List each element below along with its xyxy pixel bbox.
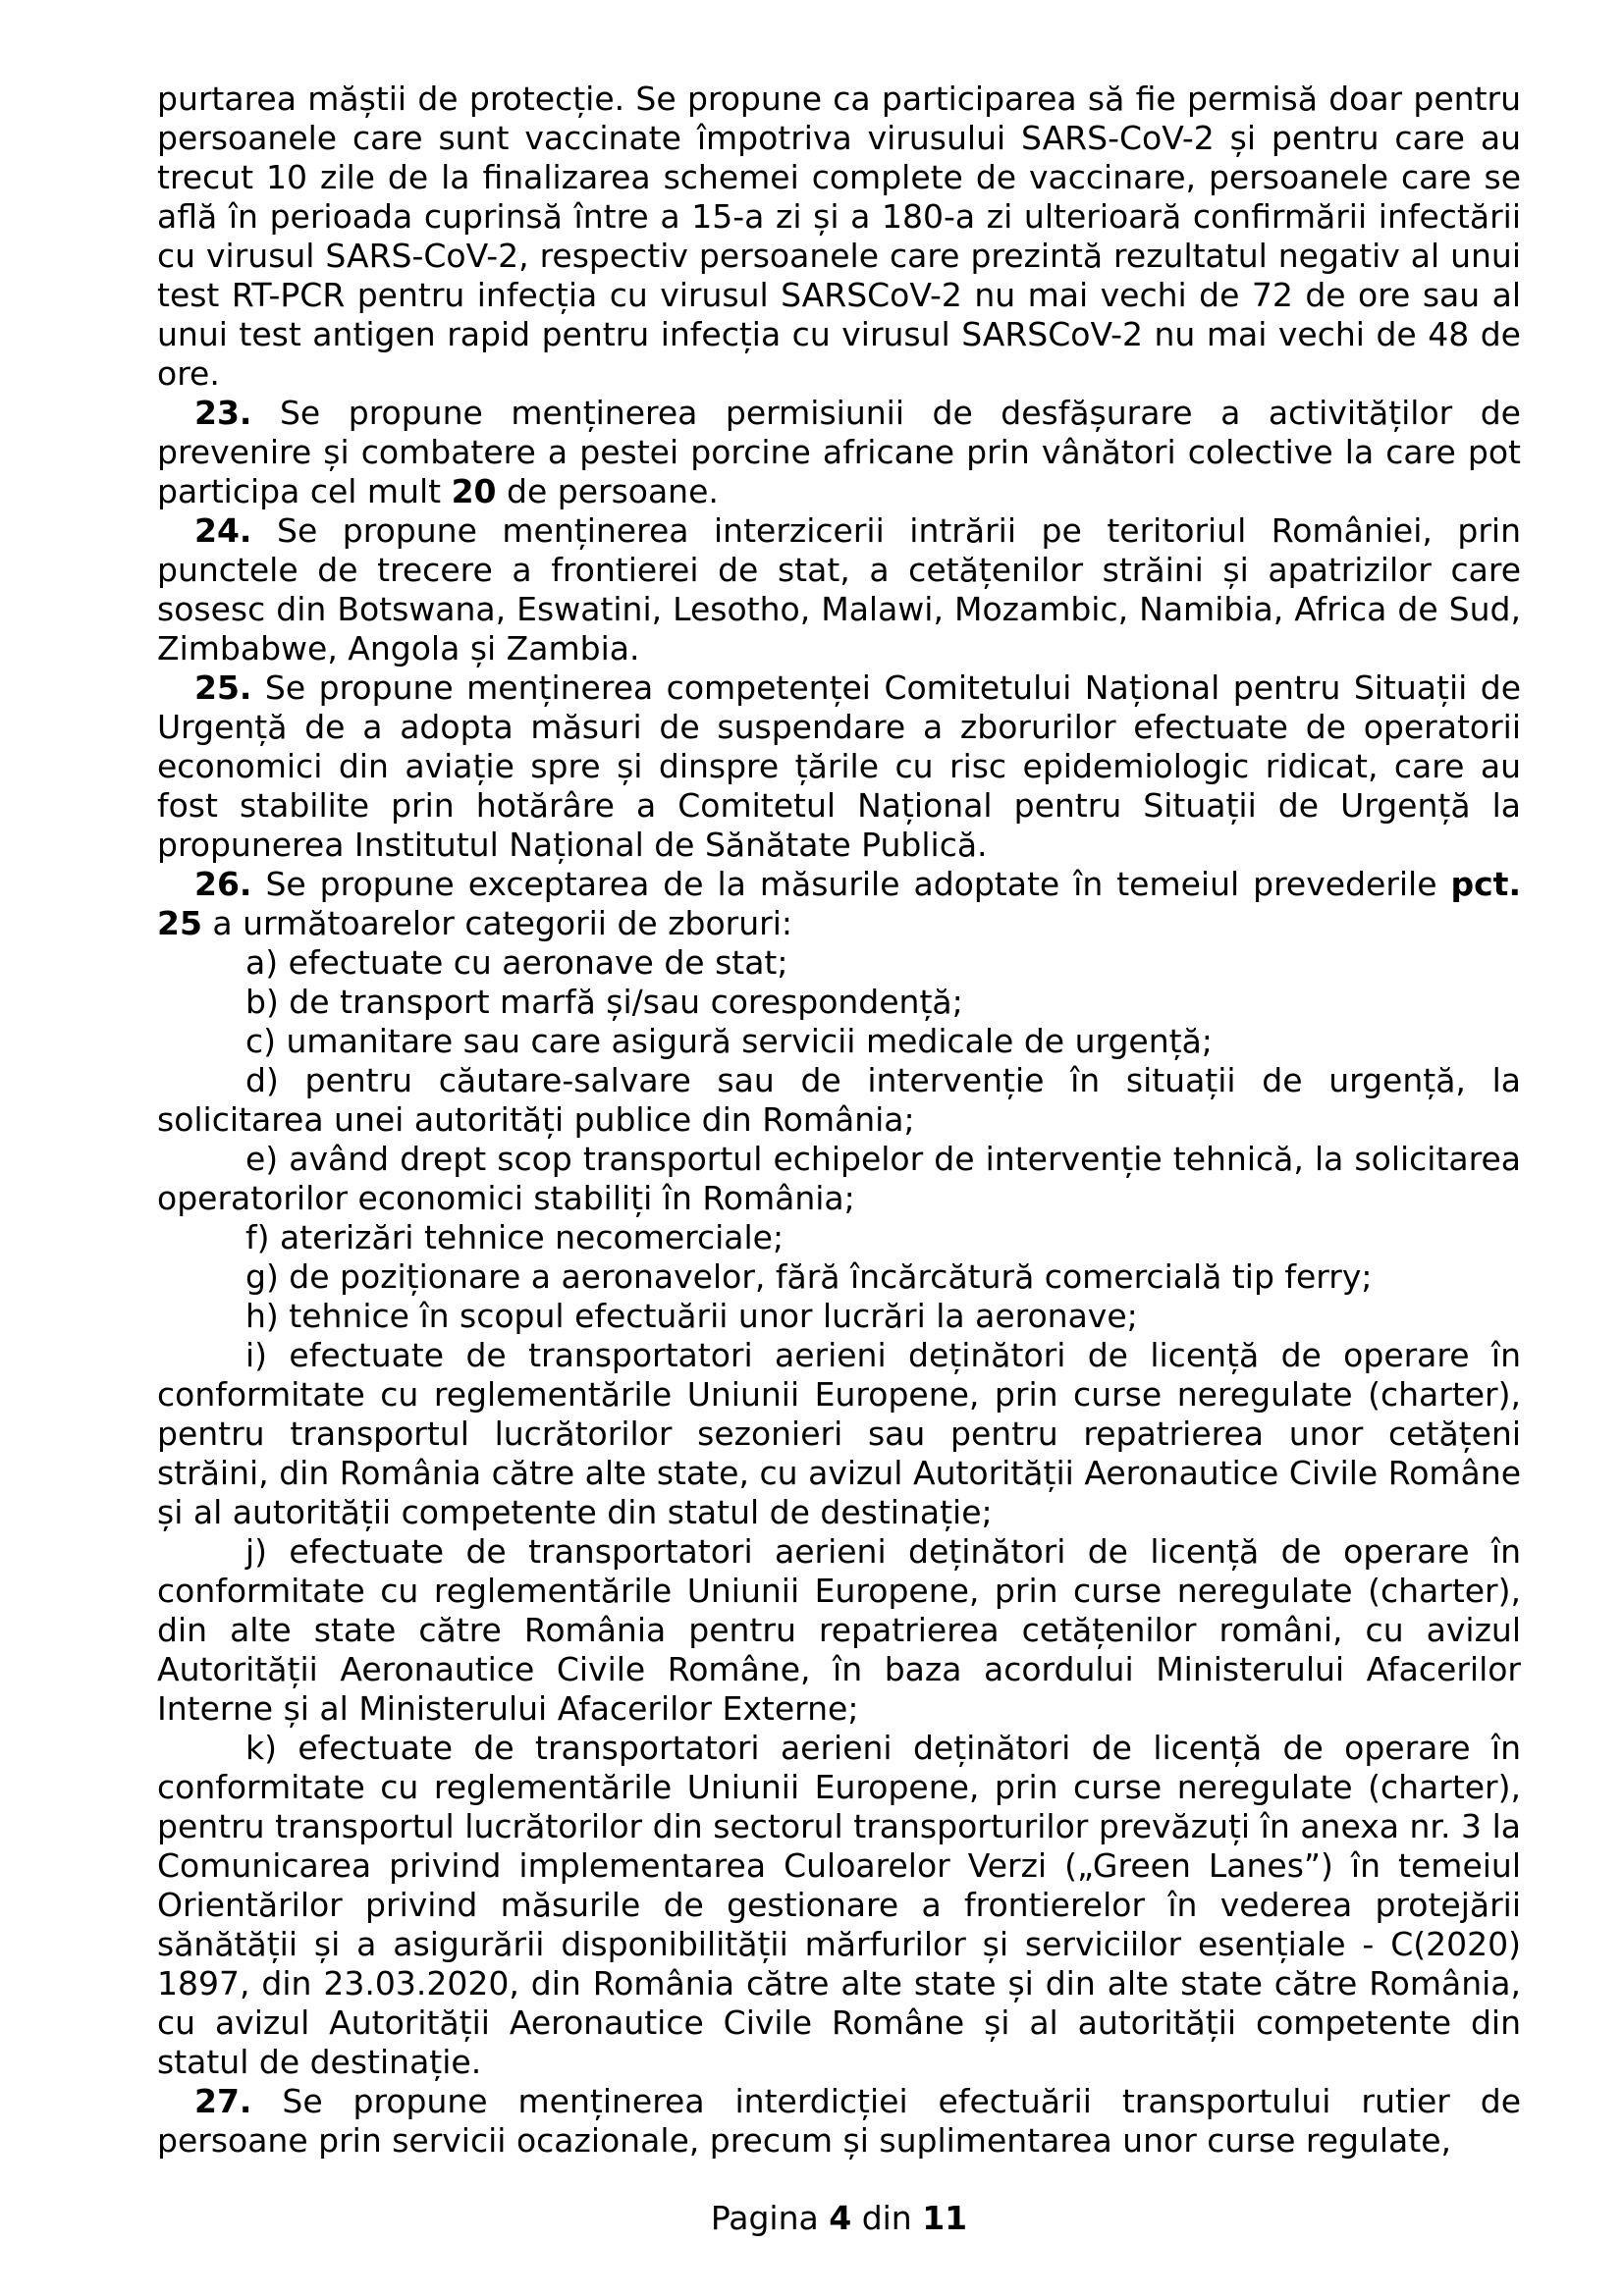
paragraph xyxy=(157,865,1521,943)
footer-text xyxy=(711,2199,967,2237)
paragraph xyxy=(157,80,1521,394)
paragraph xyxy=(157,943,1521,983)
text-run: de persoane. xyxy=(496,472,719,510)
bold-text-run: 24. xyxy=(194,511,252,550)
text-run: c) umanitare sau care asigură servicii medicale de urgență; xyxy=(245,1022,1213,1060)
paragraph xyxy=(157,1532,1521,1729)
paragraph xyxy=(157,511,1521,668)
paragraph xyxy=(157,1022,1521,1061)
text-run: g) de poziționare a aeronavelor, fără încărcătură comercială tip ferry; xyxy=(245,1257,1373,1296)
paragraph xyxy=(157,2082,1521,2161)
text-run: j) efectuate de transportatori aerieni deținători de licență de operare în conformitate cu reglementările Uniunii Europene, prin curse neregulate (charter), din alte state către România pentru repatrierea cetățenilor români, cu avizul Autorității Aeronautice Civile Române, în baza acordului Ministerului Afacerilor Interne și al Ministerului Afacerilor Externe; xyxy=(157,1532,1521,1728)
text-run: h) tehnice în scopul efectuării unor lucrări la aeronave; xyxy=(245,1297,1138,1335)
page-footer xyxy=(157,2199,1521,2238)
paragraph xyxy=(157,1218,1521,1257)
text-run: Se propune menținerea competenței Comitetului Național pentru Situații de Urgență de a adopta măsuri de suspendare a zborurilor efectuate de operatorii economici din aviație spre și dinspre țările cu risc epidemiologic ridicat, care au fost stabilite prin hotărâre a Comitetul Național pentru Situații de Urgență la propunerea Institutul Național de Sănătate Publică. xyxy=(157,668,1521,864)
bold-text-run: pct. 25 xyxy=(157,865,1521,942)
text-run: Pagina xyxy=(710,2199,830,2237)
text-run: b) de transport marfă și/sau corespondență; xyxy=(245,983,963,1021)
text-run: din xyxy=(851,2199,923,2237)
text-run: Se propune menținerea permisiunii de desfășurare a activităților de prevenire și combatere a pestei porcine africane prin vânători colective la care pot participa cel mult xyxy=(157,394,1521,510)
text-run: Se propune menținerea interzicerii intrării pe teritoriul României, prin punctele de trecere a frontierei de stat, a cetățenilor străini și apatrizilor care sosesc din Botswana, Eswatini, Lesotho, Malawi, Mozambic, Namibia, Africa de Sud, Zimbabwe, Angola și Zambia. xyxy=(157,511,1521,667)
bold-text-run: 20 xyxy=(451,472,497,510)
paragraph xyxy=(157,1061,1521,1140)
bold-text-run: 4 xyxy=(829,2199,852,2237)
bold-text-run: 27. xyxy=(194,2082,252,2120)
text-run: k) efectuate de transportatori aerieni deținători de licență de operare în conformitate cu reglementările Uniunii Europene, prin curse neregulate (charter), pentru transportul lucrătorilor din sectorul transporturilor prevăzuți în anexa nr. 3 la Comunicarea privind implementarea Culoarelor Verzi („Green Lanes”) în temeiul Orientărilor privind măsurile de gestionare a frontierelor în vederea protejării sănătății și a asigurării disponibilității mărfurilor și serviciilor esențiale - C(2020) 1897, din 23.03.2020, din România către alte state și din alte state către România, cu avizul Autorității Aeronautice Civile Române și al autorității competente din statul de destinație. xyxy=(157,1729,1521,2081)
paragraph xyxy=(157,1336,1521,1532)
text-run: Se propune menținerea interdicției efectuării transportului rutier de persoane prin servicii ocazionale, precum și suplimentarea unor curse regulate, xyxy=(157,2082,1521,2160)
paragraph xyxy=(157,1297,1521,1336)
bold-text-run: 25. xyxy=(194,668,252,707)
text-run: e) având drept scop transportul echipelor de intervenție tehnică, la solicitarea operatorilor economici stabiliți în România; xyxy=(157,1140,1521,1217)
text-run: purtarea măștii de protecție. Se propune ca participarea să fie permisă doar pentru persoanele care sunt vaccinate împotriva virusului SARS-CoV-2 și pentru care au trecut 10 zile de la finalizarea schemei complete de vaccinare, persoanele care se află în perioada cuprinsă între a 15-a zi și a 180-a zi ulterioară confirmării infectării cu virusul SARS-CoV-2, respectiv persoanele care prezintă rezultatul negativ al unui test RT-PCR pentru infecția cu virusul SARSCoV-2 nu mai vechi de 72 de ore sau al unui test antigen rapid pentru infecția cu virusul SARSCoV-2 nu mai vechi de 48 de ore. xyxy=(157,80,1521,393)
bold-text-run: 23. xyxy=(194,394,252,432)
paragraph xyxy=(157,394,1521,511)
text-run: f) aterizări tehnice necomerciale; xyxy=(245,1218,785,1256)
text-run: i) efectuate de transportatori aerieni deținători de licență de operare în conformitate cu reglementările Uniunii Europene, prin curse neregulate (charter), pentru transportul lucrătorilor sezonieri sau pentru repatrierea unor cetățeni străini, din România către alte state, cu avizul Autorității Aeronautice Civile Române și al autorității competente din statul de destinație; xyxy=(157,1336,1521,1531)
paragraph xyxy=(157,1140,1521,1218)
text-run: d) pentru căutare-salvare sau de intervenție în situații de urgență, la solicitarea unei autorități publice din România; xyxy=(157,1061,1521,1139)
paragraph xyxy=(157,1257,1521,1297)
paragraph xyxy=(157,668,1521,865)
bold-text-run: 11 xyxy=(922,2199,968,2237)
paragraph xyxy=(157,983,1521,1022)
paragraph xyxy=(157,1729,1521,2082)
text-run: a) efectuate cu aeronave de stat; xyxy=(245,943,788,982)
document-body xyxy=(157,80,1521,2161)
bold-text-run: 26. xyxy=(194,865,252,903)
text-run: Se propune exceptarea de la măsurile adoptate în temeiul prevederile xyxy=(251,865,1451,903)
text-run: a următoarelor categorii de zboruri: xyxy=(201,904,792,942)
